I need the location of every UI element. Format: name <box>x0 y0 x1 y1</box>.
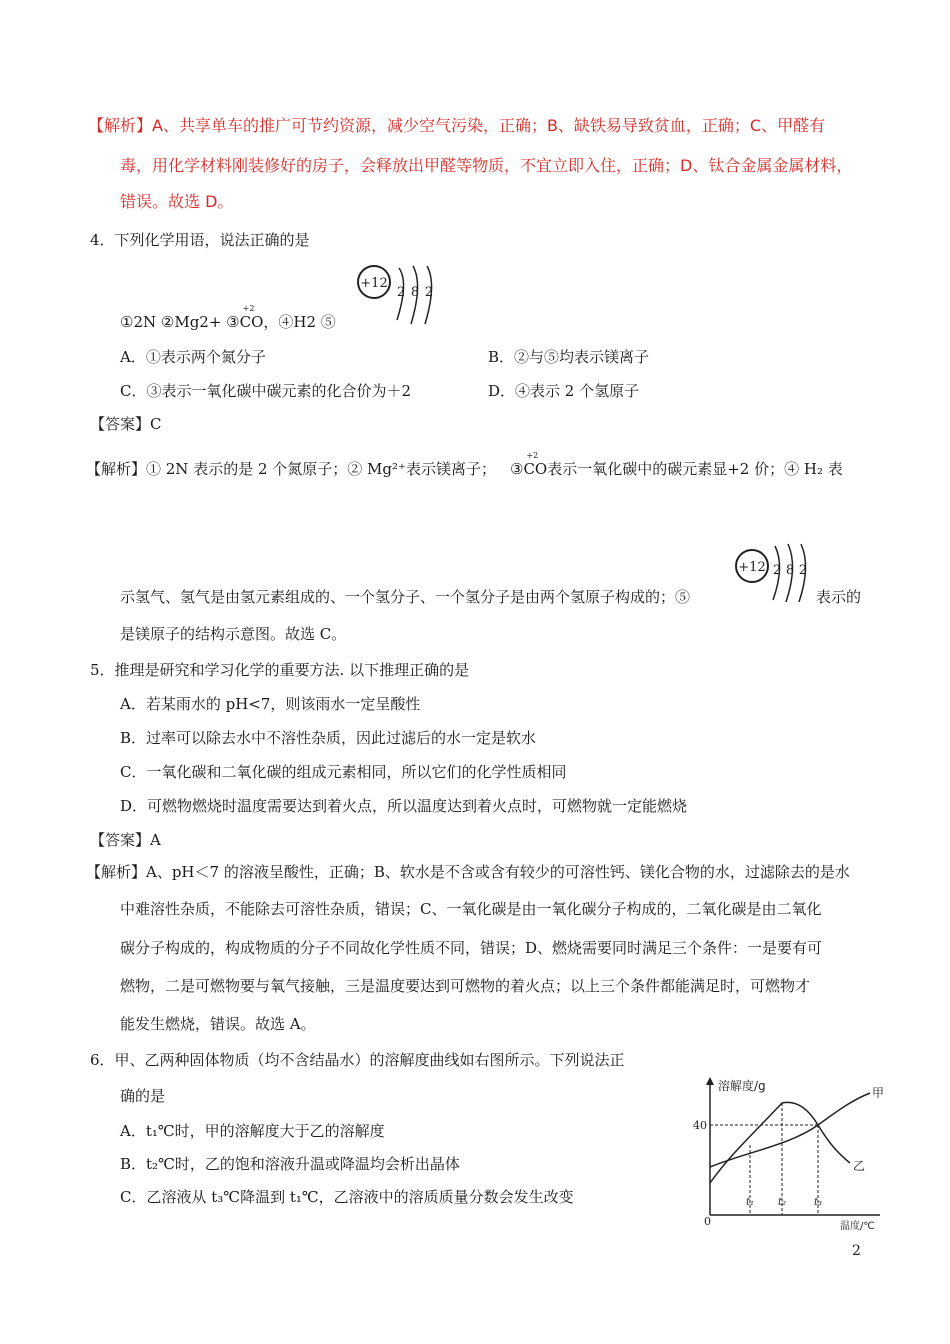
y-axis-arrow <box>706 1077 714 1085</box>
mg-atom-diagram-1 <box>355 262 445 326</box>
q4-analysis-line2a: 示氢气、氢气是由氢元素组成的、一个氢分子、一个氢分子是由两个氢原子构成的；⑤ <box>120 588 691 606</box>
x-axis-label: 温度/℃ <box>840 1221 875 1232</box>
q6-option-b: B．t₂℃时，乙的饱和溶液升温或降温均会析出晶体 <box>120 1155 460 1173</box>
q5-analysis-line-2: 中难溶性杂质，不能除去可溶性杂质，错误；C、一氧化碳是由一氧化碳分子构成的，二氧化碳是由二氧化 <box>120 900 822 918</box>
q4-items-prefix: ①2N ②Mg2+ ③ <box>120 313 240 331</box>
atom-shell-2: 8 <box>410 285 420 300</box>
q6-option-a: A．t₁℃时，甲的溶解度大于乙的溶解度 <box>120 1122 385 1140</box>
q3-analysis-line-1: 【解析】A、共享单车的推广可节约资源，减少空气污染，正确；B、缺铁易导致贫血，正确；C、甲醛有 <box>88 116 826 135</box>
q3-analysis-line-2: 毒，用化学材料刚装修好的房子，会释放出甲醛等物质，不宜立即入住，正确；D、钛合金属金属材料， <box>120 156 853 175</box>
q4-analysis-part1: 【解析】① 2N 表示的是 2 个氮原子；② Mg²⁺表示镁离子； <box>86 460 496 478</box>
atom-shell-1: 2 <box>396 285 406 300</box>
co-formula: CO <box>239 313 264 331</box>
x-tick-t3: t₃ <box>814 1197 823 1208</box>
atom2-nucleus-text: +12 <box>738 560 766 575</box>
series-yi-label: 乙 <box>853 1159 866 1173</box>
q5-analysis-line-1: 【解析】A、pH＜7 的溶液呈酸性，正确；B、软水是不含或含有较少的可溶性钙、镁化合物的水，过滤除去的是水 <box>86 863 850 881</box>
co-with-charge-2 <box>523 451 548 478</box>
q5-analysis-line-4: 燃物，二是可燃物要与氧气接触，三是温度要达到可燃物的着火点；以上三个条件都能满足时，可燃物才 <box>120 977 811 995</box>
mg-atom-diagram-2 <box>733 540 813 604</box>
atom-shell-3: 2 <box>424 285 434 300</box>
q5-analysis-line-5: 能发生燃烧，错误。故选 A。 <box>120 1015 316 1033</box>
q4-analysis-circle3: ③ <box>510 460 524 478</box>
q4-option-c: C．③表示一氧化碳中碳元素的化合价为＋2 <box>120 382 412 400</box>
solubility-chart <box>690 1075 890 1232</box>
co-charge: +2 <box>242 304 255 313</box>
y-tick-40: 40 <box>693 1119 707 1132</box>
q6-option-c: C．乙溶液从 t₃℃降温到 t₁℃，乙溶液中的溶质质量分数会发生改变 <box>120 1188 574 1206</box>
q4-option-a: A．①表示两个氮分子 <box>120 348 266 366</box>
q5-option-a: A．若某雨水的 pH<7，则该雨水一定呈酸性 <box>120 695 421 713</box>
x-tick-t2: t₂ <box>778 1197 787 1208</box>
q6-stem-line-1: 6．甲、乙两种固体物质（均不含结晶水）的溶解度曲线如右图所示。下列说法正 <box>90 1051 625 1069</box>
q4-items-mid: ，④H2 ⑤ <box>263 313 336 331</box>
co-formula-2: CO <box>523 460 548 478</box>
q5-option-d: D．可燃物燃烧时温度需要达到着火点，所以温度达到着火点时，可燃物就一定能燃烧 <box>120 797 688 815</box>
page-number: 2 <box>852 1243 861 1259</box>
q4-analysis-line2b: 表示的 <box>816 588 862 606</box>
q4-analysis-co <box>510 451 843 479</box>
atom2-shell-3: 2 <box>798 563 808 578</box>
atom2-shell-1: 2 <box>772 563 782 578</box>
q4-answer: 【答案】C <box>90 415 162 433</box>
q4-option-d: D．④表示 2 个氢原子 <box>488 382 640 400</box>
q4-stem: 4．下列化学用语，说法正确的是 <box>90 231 310 249</box>
origin-label: 0 <box>704 1215 711 1228</box>
q4-analysis-line3: 是镁原子的结构示意图。故选 C。 <box>120 625 347 643</box>
q5-option-b: B．过率可以除去水中不溶性杂质，因此过滤后的水一定是软水 <box>120 729 537 747</box>
atom2-shell-2: 8 <box>785 563 795 578</box>
y-axis-label: 溶解度/g <box>718 1079 766 1093</box>
series-yi-curve <box>710 1102 850 1183</box>
q4-analysis-part2: 表示一氧化碳中的碳元素显+2 价；④ H₂ 表 <box>547 460 843 478</box>
atom-nucleus-text: +12 <box>360 276 388 291</box>
q4-items <box>120 304 336 332</box>
x-tick-t1: t₁ <box>746 1197 755 1208</box>
q4-option-b: B．②与⑤均表示镁离子 <box>488 348 650 366</box>
co-charge-2: +2 <box>526 451 539 460</box>
q5-option-c: C．一氧化碳和二氧化碳的组成元素相同，所以它们的化学性质相同 <box>120 763 567 781</box>
q3-analysis-line-3: 错误。故选 D。 <box>120 192 234 211</box>
q5-answer: 【答案】A <box>90 831 161 849</box>
series-jia-label: 甲 <box>872 1086 885 1100</box>
co-with-charge <box>239 304 264 331</box>
series-jia-curve <box>710 1093 870 1167</box>
q6-stem-line-2: 确的是 <box>120 1087 166 1105</box>
q5-analysis-line-3: 碳分子构成的，构成物质的分子不同故化学性质不同，错误；D、燃烧需要同时满足三个条件：一是要有可 <box>120 939 823 957</box>
q5-stem: 5．推理是研究和学习化学的重要方法. 以下推理正确的是 <box>90 661 470 679</box>
